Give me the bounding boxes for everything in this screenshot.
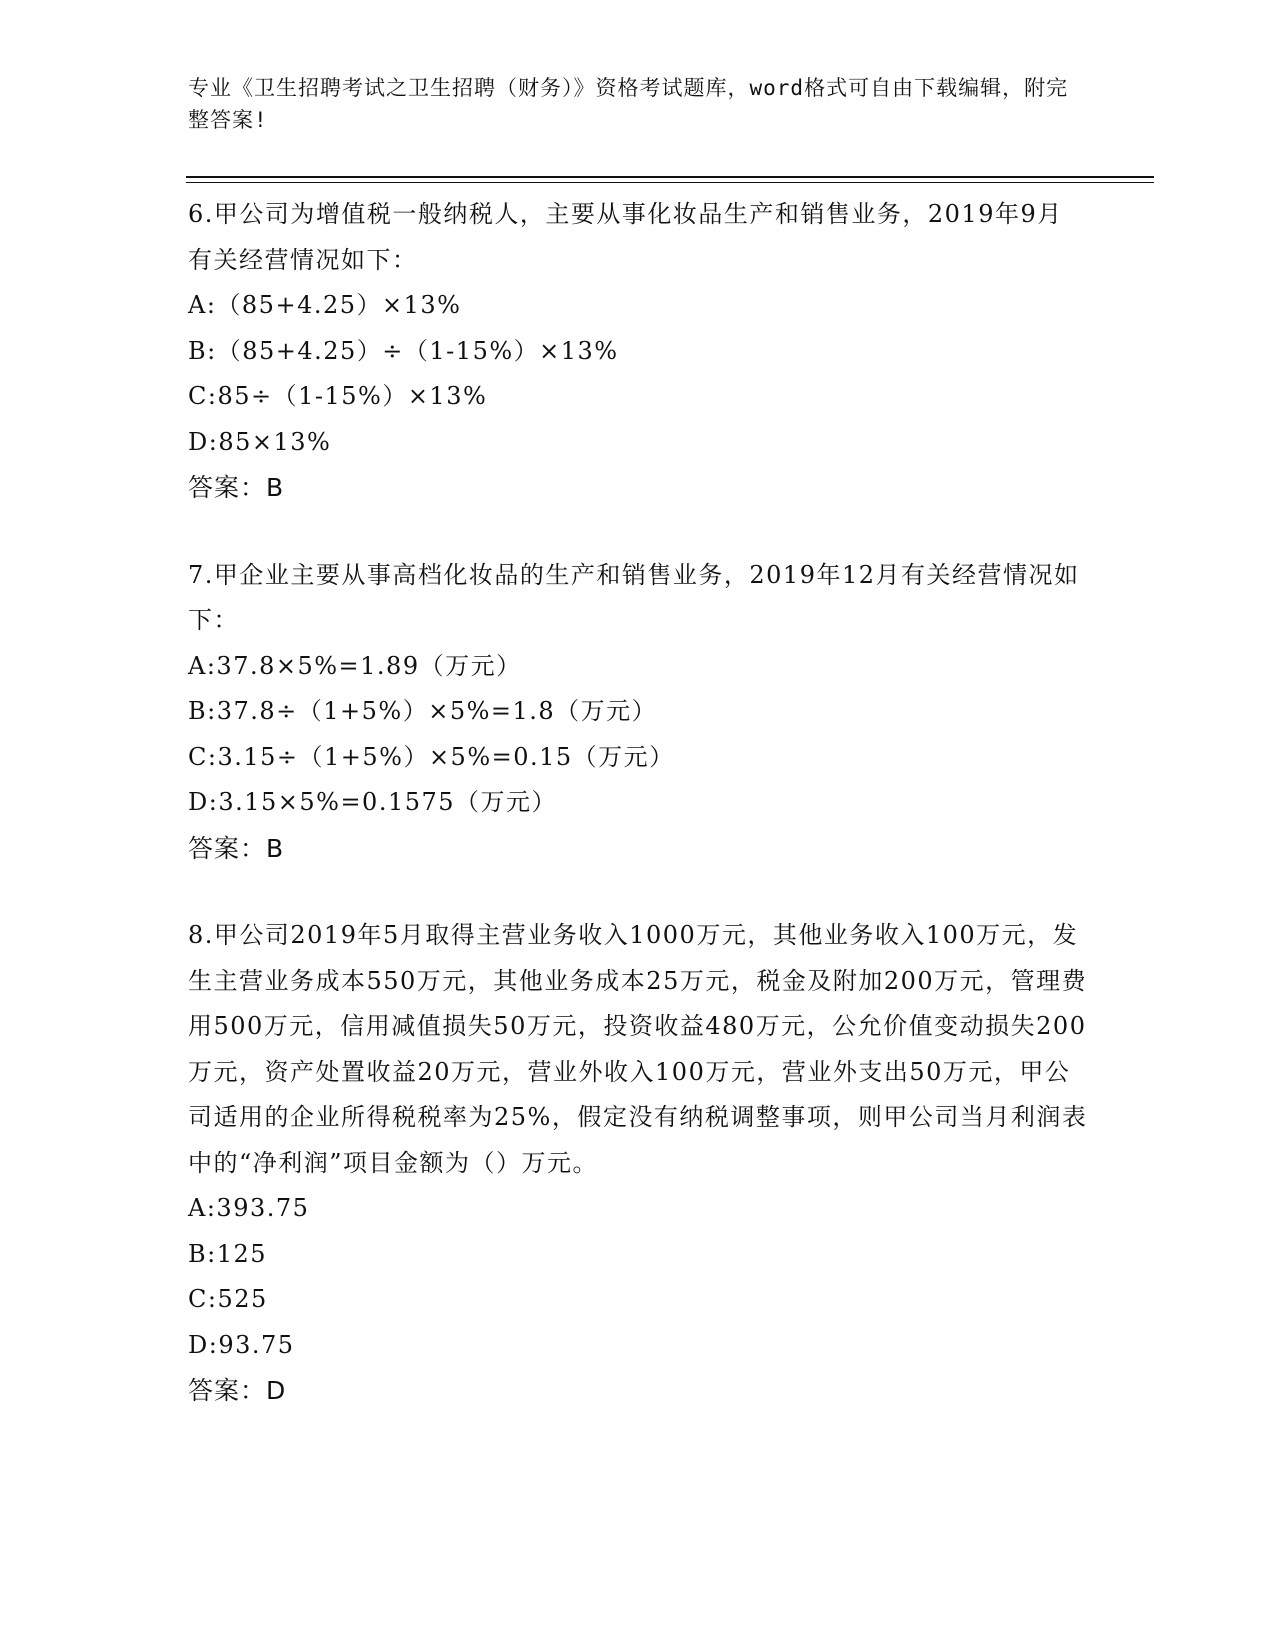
question-7: [188, 553, 1088, 872]
option-c: C:85÷（1-15%）×13%: [188, 382, 488, 410]
option-a: A:393.75: [188, 1194, 310, 1222]
question-text: 7.甲企业主要从事高档化妆品的生产和销售业务，2019年12月有关经营情况如下：: [188, 560, 1080, 634]
question-text: 6.甲公司为增值税一般纳税人，主要从事化妆品生产和销售业务，2019年9月有关经营情况如下：: [188, 200, 1063, 274]
option-b: B:37.8÷（1+5%）×5%=1.8（万元）: [188, 697, 658, 725]
answer: 答案：B: [188, 833, 285, 863]
header-rule-thin: [186, 182, 1154, 183]
answer: 答案：B: [188, 473, 285, 502]
option-d: D:93.75: [188, 1330, 295, 1359]
question-text: 8.甲公司2019年5月取得主营业务收入1000万元，其他业务收入100万元，发生主营业务成本550万元，其他业务成本25万元，税金及附加200万元，管理费用500万元，信用减值损失50万元，投资收益480万元，公允价值变动损失200万元，资产处置收益20万元，营业外收入100万元，营业外支出50万元，甲公司适用的企业所得税税率为25%，假定没有纳税调整事项，则甲公司当月利润表中的“净利润”项目金额为（）万元。: [188, 921, 1088, 1177]
header-intro: 专业《卫生招聘考试之卫生招聘（财务）》资格考试题库，word格式可自由下载编辑，附完整答案!: [188, 76, 1069, 132]
answer: 答案：D: [188, 1376, 287, 1405]
option-c: C:525: [188, 1285, 268, 1313]
question-6: [188, 192, 1088, 511]
option-c: C:3.15÷（1+5%）×5%=0.15（万元）: [188, 742, 675, 771]
option-a: A:（85+4.25）×13%: [188, 291, 462, 319]
header-rule-thick: [186, 176, 1154, 178]
option-a: A:37.8×5%=1.89（万元）: [188, 651, 522, 680]
option-b: B:125: [188, 1239, 268, 1268]
question-list: [188, 192, 1088, 1456]
question-8: [188, 913, 1088, 1414]
document-header: [188, 72, 1088, 136]
option-d: D:3.15×5%=0.1575（万元）: [188, 788, 558, 816]
option-d: D:85×13%: [188, 427, 332, 456]
option-b: B:（85+4.25）÷（1-15%）×13%: [188, 336, 619, 365]
